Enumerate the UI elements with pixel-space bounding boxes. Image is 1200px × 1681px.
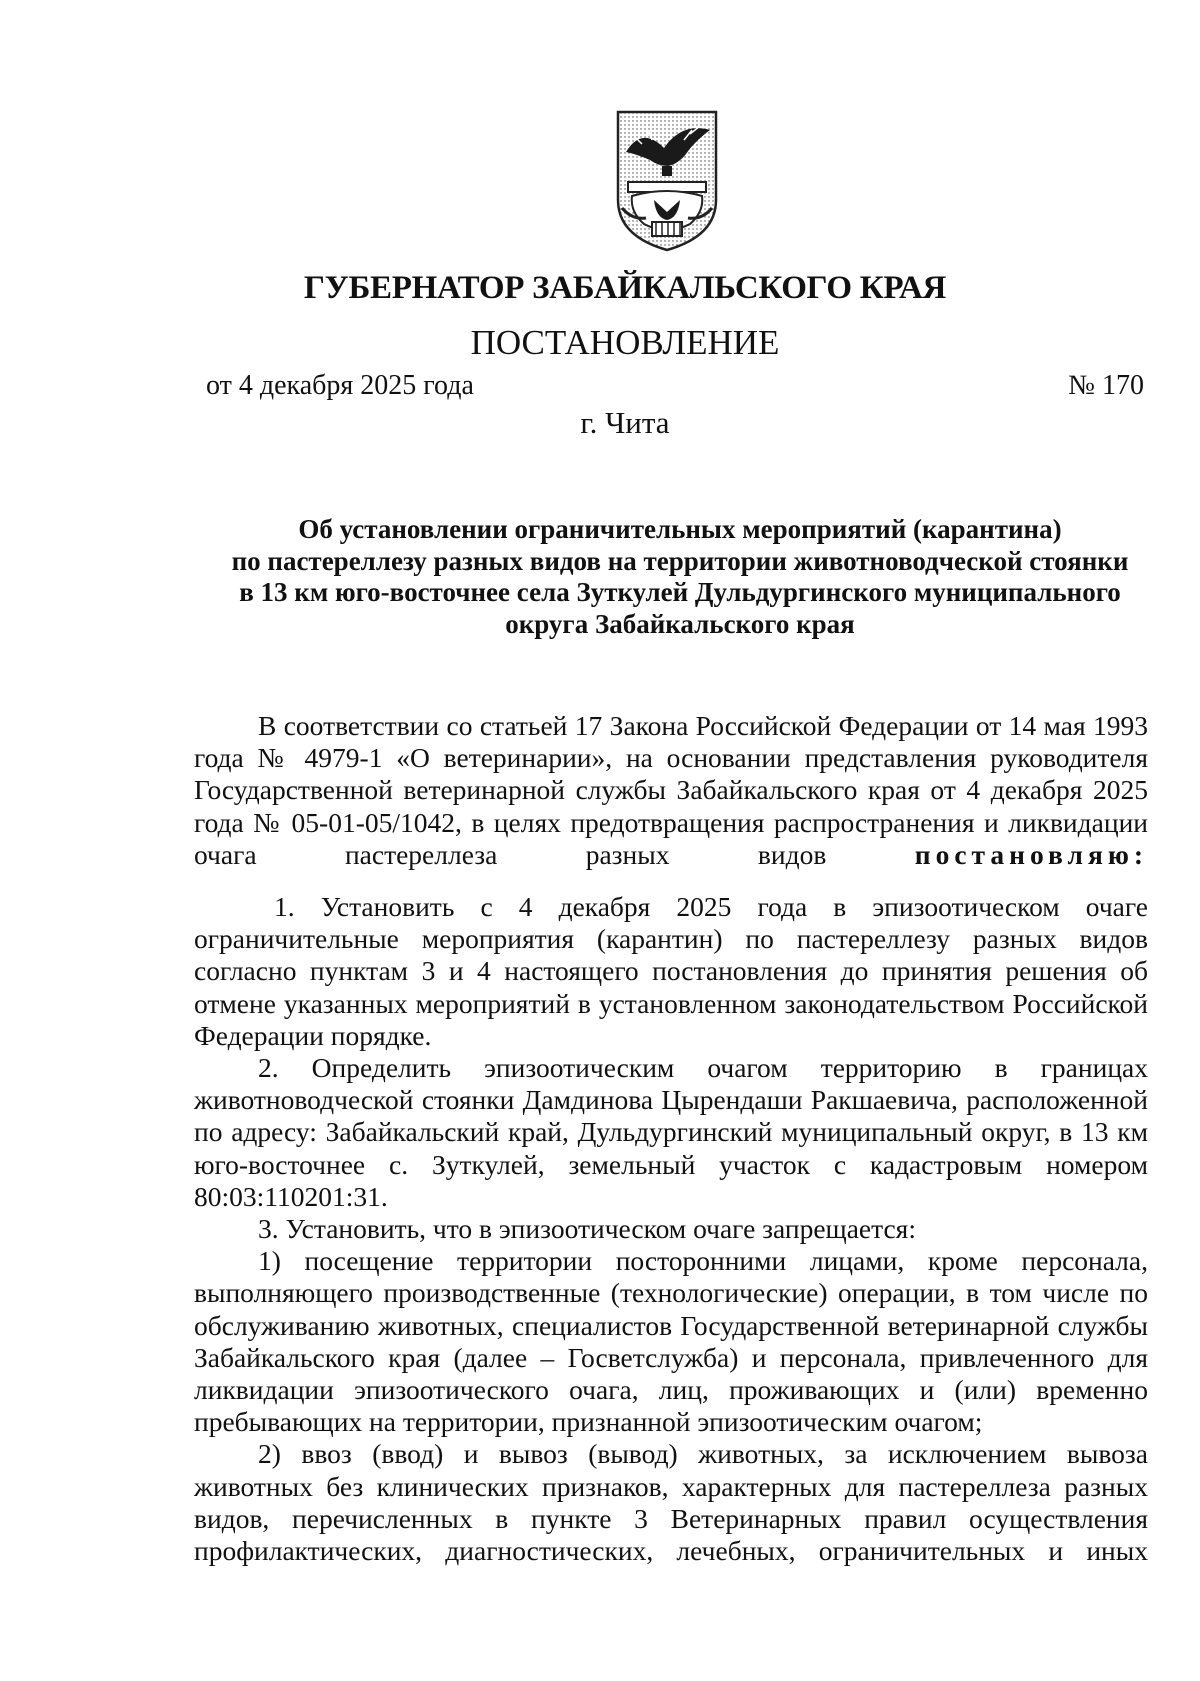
title-line: в 13 км юго-восточнее села Зуткулей Дульдургинского муниципального: [239, 577, 1121, 607]
decree-word: постановляю:: [914, 838, 1148, 870]
paragraph-3-item-2: 2) ввоз (ввод) и вывоз (вывод) животных, за исключением вывоза животных без клинических признаков, характерных для пастереллеза разных видов, перечисленных в пункте 3 Ветеринарных правил осуществления профилактических, диагностических, лечебных, ограничительных и иных: [194, 1438, 1148, 1567]
document-title: [140, 514, 1200, 640]
title-line: округа Забайкальского края: [505, 608, 855, 639]
document-body: [194, 710, 1148, 1567]
preamble-paragraph: [194, 710, 1148, 871]
preamble-text: В соответствии со статьей 17 Закона Российской Федерации от 14 мая 1993 года № 4979-1 «О ветеринарии», на основании представления руководителя Государственной ветеринарной службы Забайкальского края от 4 декабря 2025 года № 05-01-05/1042, в целях предотвращения распространения и ликвидации очага пастереллеза разных видов: [194, 710, 1148, 870]
paragraph-1: 1. Установить с 4 декабря 2025 года в эпизоотическом очаге ограничительные мероприятия (карантин) по пастереллезу разных видов согласно пунктам 3 и 4 настоящего постановления до принятия решения об отмене указанных мероприятий в установленном законодательством Российской Федерации порядке.: [194, 891, 1148, 1051]
title-line: по пастереллезу разных видов на территории животноводческой стоянки: [231, 545, 1129, 576]
document-type: ПОСТАНОВЛЕНИЕ: [470, 323, 780, 362]
title-line: Об установлении ограничительных мероприятий (карантина): [298, 514, 1062, 544]
document-number: № 170: [1068, 370, 1144, 401]
paragraph-2: 2. Определить эпизоотическим очагом территорию в границах животноводческой стоянки Дамдинова Цырендаши Ракшаевича, расположенной по адресу: Забайкальский край, Дульдургинский муниципальный округ, в 13 км юго-восточнее с. Зуткулей, земельный участок с кадастровым номером 80:03:110201:31.: [194, 1052, 1148, 1212]
paragraph-3-item-1: 1) посещение территории посторонними лицами, кроме персонала, выполняющего производственные (технологические) операции, в том числе по обслуживанию животных, специалистов Государственной ветеринарной службы Забайкальского края (далее – Госветслужба) и персонала, привлеченного для ликвидации эпизоотического очага, лиц, проживающих и (или) временно пребывающих на территории, признанной эпизоотическим очагом;: [194, 1245, 1148, 1438]
coat-of-arms-icon: [612, 108, 722, 254]
issue-city: г. Чита: [580, 405, 670, 440]
paragraph-3: 3. Установить, что в эпизоотическом очаге запрещается:: [258, 1213, 916, 1245]
document-date: от 4 декабря 2025 года: [206, 370, 474, 401]
issuer-heading: ГУБЕРНАТОР ЗАБАЙКАЛЬСКОГО КРАЯ: [303, 270, 947, 306]
